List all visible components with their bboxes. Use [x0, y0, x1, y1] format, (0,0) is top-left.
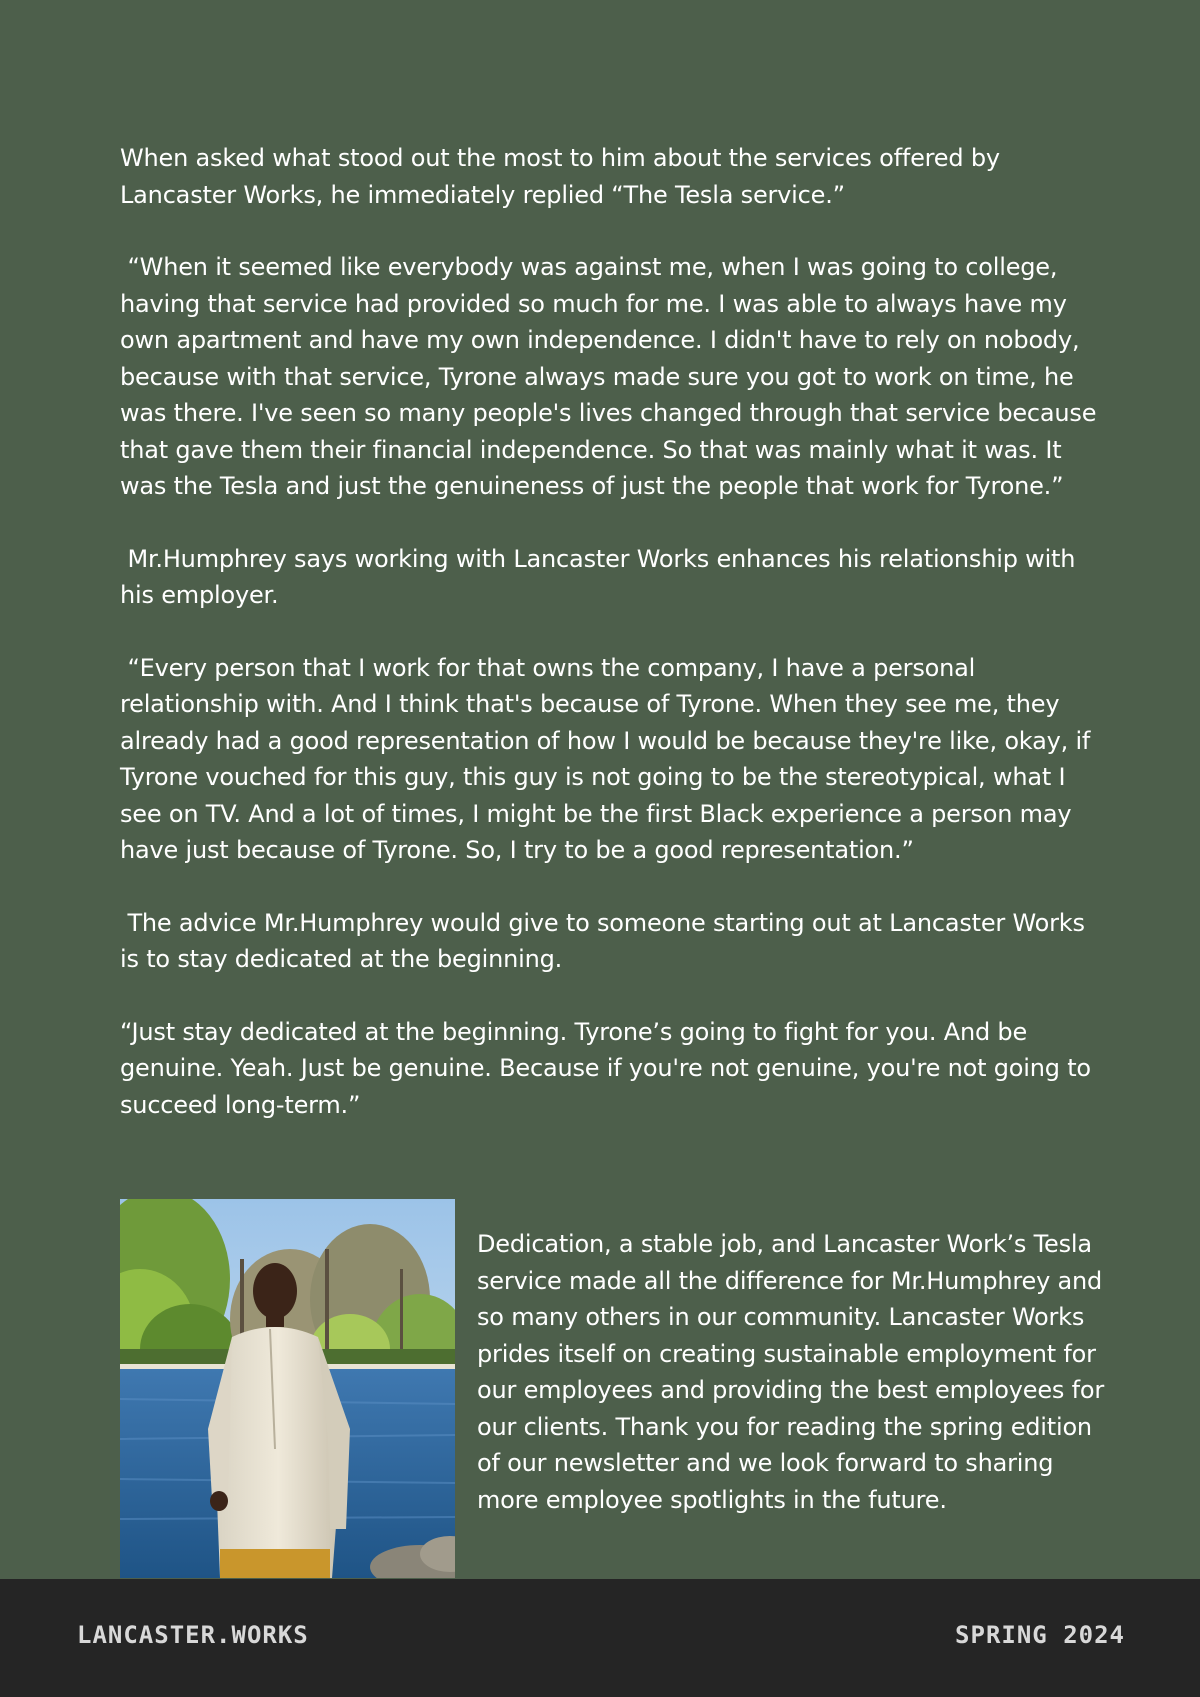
article-body: [120, 140, 1104, 1123]
paragraph-employer: Mr.Humphrey says working with Lancaster Works enhances his relationship with his employer.: [120, 544, 1083, 609]
employee-photo: [120, 1199, 455, 1578]
paragraph-quote-advice: “Just stay dedicated at the beginning. Tyrone’s going to fight for you. And be genuine. Yeah. Just be genuine. Because if you're not genuine, you're not going to succeed long-term.”: [120, 1017, 1091, 1119]
footer-website: LANCASTER.WORKS: [77, 1621, 309, 1649]
paragraph-quote-tesla: “When it seemed like everybody was against me, when I was going to college, having that service had provided so much for me. I was able to always have my own apartment and have my own independence. I didn't have to rely on nobody, because with that service, Tyrone always made sure you got to work on time, he was there. I've seen so many people's lives changed through that service because that gave them their financial independence. So that was mainly what it was. It was the Tesla and just the genuineness of just the people that work for Tyrone.”: [120, 253, 1104, 500]
paragraph-quote-relationship: “Every person that I work for that owns the company, I have a personal relationship with. And I think that's because of Tyrone. When they see me, they already had a good representation of how I would be because they're like, okay, if Tyrone vouched for this guy, this guy is not going to be the stereotypical, what I see on TV. And a lot of times, I might be the first Black experience a person may have just because of Tyrone. So, I try to be a good representation.”: [120, 653, 1098, 864]
footer-edition: SPRING 2024: [955, 1621, 1125, 1649]
paragraph-advice: The advice Mr.Humphrey would give to someone starting out at Lancaster Works is to stay dedicated at the beginning.: [120, 908, 1093, 973]
photo-caption-row: [120, 1199, 1105, 1579]
closing-paragraph: Dedication, a stable job, and Lancaster Work’s Tesla service made all the difference for Mr.Humphrey and so many others in our community. Lancaster Works prides itself on creating sustainable employment for our employees and providing the best employees for our clients. Thank you for reading the spring edition of our newsletter and we look forward to sharing more employee spotlights in the future.: [477, 1230, 1105, 1514]
paragraph-intro: When asked what stood out the most to him about the services offered by Lancaster Works, he immediately replied “The Tesla service.”: [120, 144, 1000, 209]
footer-bar: [0, 1579, 1200, 1697]
